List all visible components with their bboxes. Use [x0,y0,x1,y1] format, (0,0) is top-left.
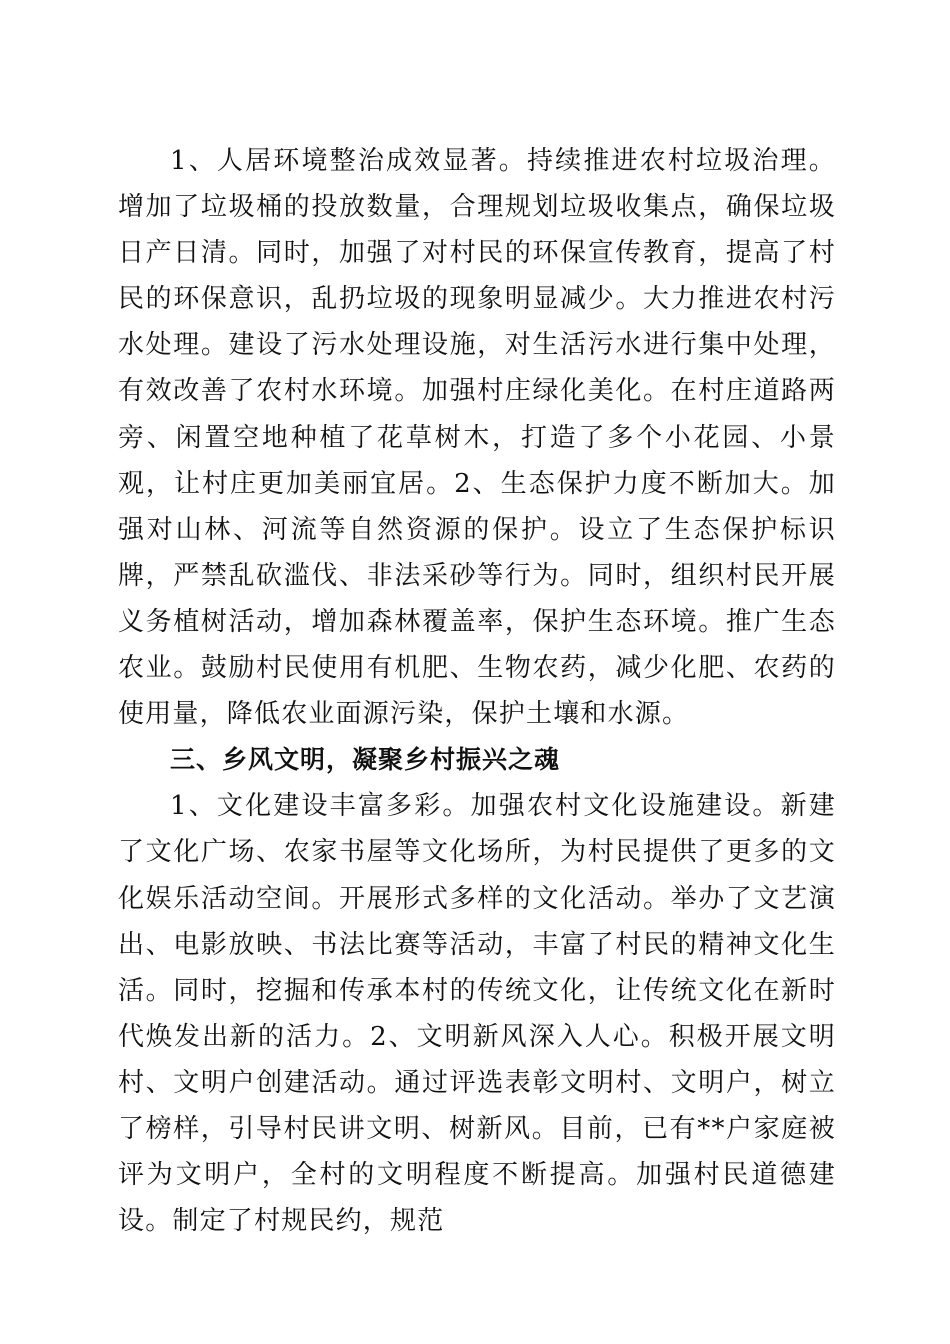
document-body [118,138,836,1244]
paragraph-environment: 1、人居环境整治成效显著。持续推进农村垃圾治理。增加了垃圾桶的投放数量，合理规划垃圾收集点，确保垃圾日产日清。同时，加强了对村民的环保宣传教育，提高了村民的环保意识，乱扔垃圾的现象明显减少。大力推进农村污水处理。建设了污水处理设施，对生活污水进行集中处理，有效改善了农村水环境。加强村庄绿化美化。在村庄道路两旁、闲置空地种植了花草树木，打造了多个小花园、小景观，让村庄更加美丽宜居。2、生态保护力度不断加大。加强对山林、河流等自然资源的保护。设立了生态保护标识牌，严禁乱砍滥伐、非法采砂等行为。同时，组织村民开展义务植树活动，增加森林覆盖率，保护生态环境。推广生态农业。鼓励村民使用有机肥、生物农药，减少化肥、农药的使用量，降低农业面源污染，保护土壤和水源。 [118,146,836,730]
paragraph-culture: 1、文化建设丰富多彩。加强农村文化设施建设。新建了文化广场、农家书屋等文化场所，为村民提供了更多的文化娱乐活动空间。开展形式多样的文化活动。举办了文艺演出、电影放映、书法比赛等活动，丰富了村民的精神文化生活。同时，挖掘和传承本村的传统文化，让传统文化在新时代焕发出新的活力。2、文明新风深入人心。积极开展文明村、文明户创建活动。通过评选表彰文明村、文明户，树立了榜样，引导村民讲文明、树新风。目前，已有**户家庭被评为文明户，全村的文明程度不断提高。加强村民道德建设。制定了村规民约，规范 [118,791,836,1237]
section-heading: 三、乡风文明，凝聚乡村振兴之魂 [170,745,561,775]
